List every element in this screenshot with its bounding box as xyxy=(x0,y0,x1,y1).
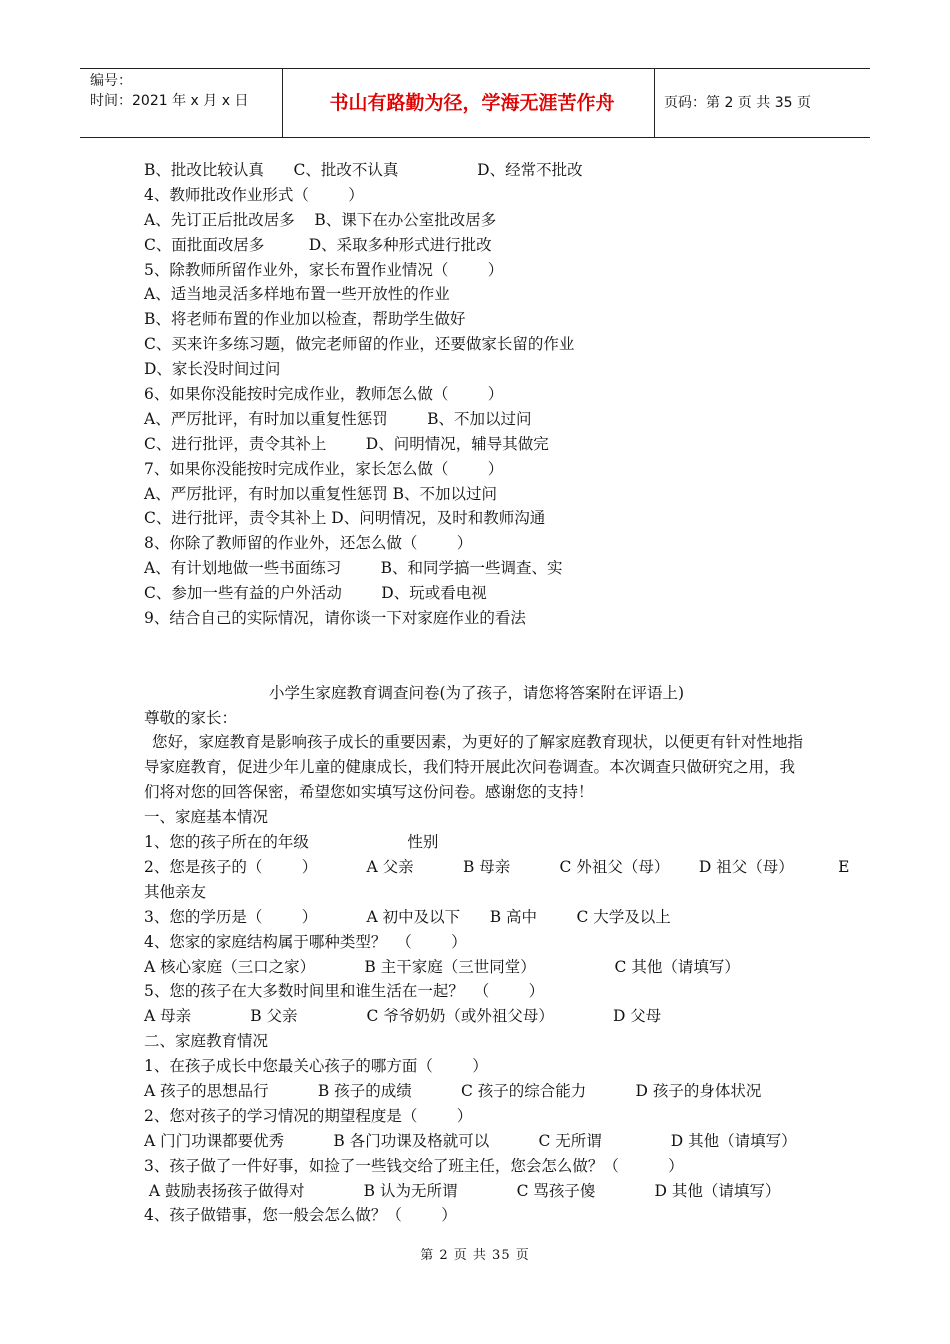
section-heading: 一、家庭基本情况 xyxy=(144,808,269,827)
page-footer: 第 2 页 共 35 页 xyxy=(420,1248,530,1263)
document-body xyxy=(144,158,850,1228)
text-line: 2、您对孩子的学习情况的期望程度是（ ） xyxy=(144,1106,473,1125)
spacer xyxy=(144,656,809,681)
text-line: 5、您的孩子在大多数时间里和谁生活在一起？ （ ） xyxy=(144,982,545,1001)
text-line: B、将老师布置的作业加以检查，帮助学生做好 xyxy=(144,310,466,329)
text-line: 3、您的学历是（ ） A 初中及以下 B 高中 C 大学及以上 xyxy=(144,907,671,926)
section-heading: 二、家庭教育情况 xyxy=(144,1032,269,1051)
page-header xyxy=(80,68,870,138)
text-line: 9、结合自己的实际情况，请你谈一下对家庭作业的看法 xyxy=(144,609,526,628)
text-line: C、进行批评，责令其补上 D、问明情况，及时和教师沟通 xyxy=(144,509,546,528)
text-line: 3、孩子做了一件好事，如捡了一些钱交给了班主任，您会怎么做？（ ） xyxy=(144,1156,684,1175)
header-date: 时间：2021 年 x 月 x 日 xyxy=(90,93,249,109)
text-line: A、先订正后批改居多 B、课下在办公室批改居多 xyxy=(144,210,497,229)
text-line: A 鼓励表扬孩子做得对 B 认为无所谓 C 骂孩子傻 D 其他（请填写） xyxy=(144,1181,781,1200)
text-line: 1、在孩子成长中您最关心孩子的哪方面（ ） xyxy=(144,1057,488,1076)
text-line: 8、你除了教师留的作业外，还怎么做（ ） xyxy=(144,534,473,553)
question-block-part1 xyxy=(144,158,809,631)
text-line: A、适当地灵活多样地布置一些开放性的作业 xyxy=(144,285,450,304)
text-line: C、面批面改居多 D、采取多种形式进行批改 xyxy=(144,235,492,254)
text-line: A 门门功课都要优秀 B 各门功课及格就可以 C 无所谓 D 其他（请填写） xyxy=(144,1131,797,1150)
survey-title: 小学生家庭教育调查问卷(为了孩子，请您将答案附在评语上) xyxy=(268,683,685,702)
intro-paragraph: 您好，家庭教育是影响孩子成长的重要因素，为更好的了解家庭教育现状，以便更有针对性地指导家庭教育，促进少年儿童的健康成长，我们特开展此次问卷调查。本次调查只做研究之用，我们将对您的回答保密，希望您如实填写这份问卷。感谢您的支持！ xyxy=(144,733,804,802)
greeting: 尊敬的家长： xyxy=(144,708,238,727)
spacer xyxy=(144,631,809,656)
text-line: C、进行批评，责令其补上 D、问明情况，辅导其做完 xyxy=(144,434,549,453)
question-block-part2 xyxy=(144,805,850,1228)
text-line: A 孩子的思想品行 B 孩子的成绩 C 孩子的综合能力 D 孩子的身体状况 xyxy=(144,1082,762,1100)
header-page-info: 页码：第 2 页 共 35 页 xyxy=(664,95,811,111)
header-meta xyxy=(90,71,248,111)
text-line: A 母亲 B 父亲 C 爷爷奶奶（或外祖父母） D 父母 xyxy=(144,1007,662,1026)
text-line: A、有计划地做一些书面练习 B、和同学搞一些调查、实 xyxy=(144,559,563,578)
header-divider xyxy=(654,69,655,137)
text-line: 6、如果你没能按时完成作业，教师怎么做（ ） xyxy=(144,385,504,404)
text-line: D、家长没时间过问 xyxy=(144,360,281,379)
text-line: 4、孩子做错事，您一般会怎么做？（ ） xyxy=(144,1206,457,1225)
text-line: C、买来许多练习题，做完老师留的作业，还要做家长留的作业 xyxy=(144,335,575,354)
header-motto: 书山有路勤为径，学海无涯苦作舟 xyxy=(329,92,615,114)
text-line: 2、您是孩子的（ ） A 父亲 B 母亲 C 外祖父（母） D 祖父（母） E xyxy=(144,857,850,876)
text-line: A 核心家庭（三口之家） B 主干家庭（三世同堂） C 其他（请填写） xyxy=(144,957,740,976)
text-line: 4、您家的家庭结构属于哪种类型？ （ ） xyxy=(144,932,467,951)
text-line: A、严厉批评，有时加以重复性惩罚 B、不加以过问 xyxy=(144,409,532,428)
text-line: 5、除教师所留作业外，家长布置作业情况（ ） xyxy=(144,260,504,279)
text-line: 4、教师批改作业形式（ ） xyxy=(144,185,364,204)
header-number-label: 编号： xyxy=(90,73,132,89)
text-line: B、批改比较认真 C、批改不认真 D、经常不批改 xyxy=(144,161,583,179)
text-line: 1、您的孩子所在的年级 性别 xyxy=(144,833,439,852)
text-line: 其他亲友 xyxy=(144,882,207,901)
text-line: C、参加一些有益的户外活动 D、玩或看电视 xyxy=(144,584,487,603)
text-line: 7、如果你没能按时完成作业，家长怎么做（ ） xyxy=(144,459,504,478)
text-line: A、严厉批评，有时加以重复性惩罚 B、不加以过问 xyxy=(144,484,498,503)
